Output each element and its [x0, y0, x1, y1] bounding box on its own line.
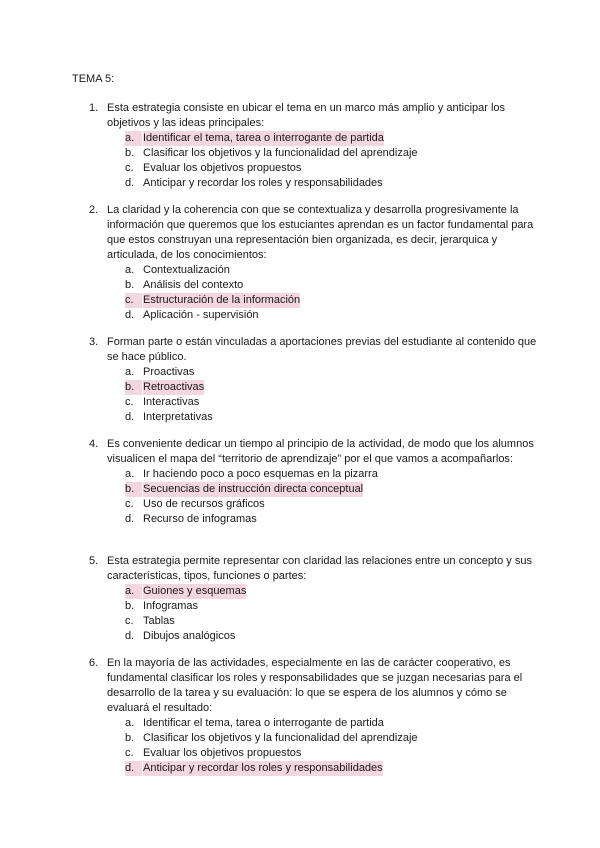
question-6 [89, 656, 539, 776]
option-c [89, 746, 539, 761]
option-text: Secuencias de instrucción directa conceptual [143, 483, 364, 495]
option-list [89, 131, 539, 191]
option-text: Aplicación - supervisión [143, 309, 259, 321]
option-letter: d. [125, 630, 135, 642]
option-d [89, 512, 539, 527]
option-a [89, 716, 539, 731]
option-letter: c. [125, 293, 142, 308]
option-letter: a. [125, 584, 142, 599]
option-text: Evaluar los objetivos propuestos [143, 162, 302, 174]
option-letter: d. [125, 177, 135, 189]
option-b [89, 599, 539, 614]
option-letter: a. [125, 366, 135, 378]
option-text: Contextualización [143, 264, 230, 276]
option-letter: d. [125, 761, 142, 776]
option-letter: d. [125, 309, 135, 321]
question-number: 2. [89, 204, 99, 216]
question-text: Forman parte o están vinculadas a aportaciones previas del estudiante al contenido que se hace público. [107, 336, 537, 363]
option-b [89, 146, 539, 161]
option-list [89, 365, 539, 425]
option-letter: b. [125, 732, 135, 744]
option-text: Evaluar los objetivos propuestos [143, 747, 302, 759]
option-text: Identificar el tema, tarea o interrogante de partida [143, 717, 384, 729]
option-text: Recurso de infogramas [143, 513, 257, 525]
option-d [89, 308, 539, 323]
option-letter: a. [125, 131, 142, 146]
option-c [89, 497, 539, 512]
option-letter: b. [125, 147, 135, 159]
option-text: Retroactivas [143, 381, 205, 393]
option-a [89, 263, 539, 278]
option-letter: c. [125, 396, 134, 408]
option-text: Proactivas [143, 366, 195, 378]
option-letter: c. [125, 615, 134, 627]
option-text: Estructuración de la información [143, 294, 301, 306]
option-letter: a. [125, 717, 135, 729]
option-text: Dibujos analógicos [143, 630, 236, 642]
question-text: Esta estrategia consiste en ubicar el tema en un marco más amplio y anticipar los objetivos y las ideas principales: [107, 102, 506, 129]
option-d [89, 629, 539, 644]
option-letter: c. [125, 498, 134, 510]
option-a [89, 131, 539, 146]
option-letter: d. [125, 411, 135, 423]
question-number: 1. [89, 102, 99, 114]
option-b [89, 278, 539, 293]
option-c [89, 614, 539, 629]
question-number: 3. [89, 336, 99, 348]
option-text: Uso de recursos gráficos [143, 498, 265, 510]
option-letter: c. [125, 162, 134, 174]
option-text: Interactivas [143, 396, 200, 408]
option-a [89, 365, 539, 380]
question-5 [89, 554, 539, 644]
option-letter: c. [125, 747, 134, 759]
option-letter: b. [125, 279, 135, 291]
question-number: 4. [89, 438, 99, 450]
question-number: 5. [89, 555, 99, 567]
option-text: Guiones y esquemas [143, 585, 247, 597]
question-4 [89, 437, 539, 527]
option-text: Infogramas [143, 600, 199, 612]
option-letter: a. [125, 468, 135, 480]
option-text: Identificar el tema, tarea o interrogante de partida [143, 132, 384, 144]
question-2 [89, 203, 539, 323]
option-d [89, 176, 539, 191]
option-b [89, 482, 539, 497]
question-text: En la mayoría de las actividades, especialmente en las de carácter cooperativo, es fundamental clasificar los roles y responsabilidades que se juzgan necesarias para el desarrollo de la tarea y su evaluación: lo que se espera de los alumnos y cómo se evaluará el resultado: [107, 657, 523, 714]
option-list [89, 263, 539, 323]
option-list [89, 584, 539, 644]
option-c [89, 395, 539, 410]
question-text: Es conveniente dedicar un tiempo al principio de la actividad, de modo que los alumnos visualicen el mapa del “territorio de aprendizaje” por el que vamos a acompañarlos: [107, 438, 534, 465]
option-list [89, 716, 539, 776]
option-c [89, 293, 539, 308]
option-letter: b. [125, 600, 135, 612]
option-text: Tablas [143, 615, 175, 627]
option-c [89, 161, 539, 176]
option-text: Ir haciendo poco a poco esquemas en la pizarra [143, 468, 378, 480]
question-1 [89, 101, 539, 191]
option-b [89, 731, 539, 746]
question-number: 6. [89, 657, 99, 669]
option-text: Análisis del contexto [143, 279, 244, 291]
option-a [89, 467, 539, 482]
option-list [89, 467, 539, 527]
question-text: Esta estrategia permite representar con claridad las relaciones entre un concepto y sus características, tipos, funciones o partes: [107, 555, 532, 582]
option-text: Clasificar los objetivos y la funcionalidad del aprendizaje [143, 147, 418, 159]
question-text: La claridad y la coherencia con que se contextualiza y desarrolla progresivamente la información que queremos que los estuciantes aprendan es un factor fundamental para que estos construyan una representación bien organizada, es decir, jerarquica y articulada, de los conocimientos: [107, 204, 534, 261]
option-text: Clasificar los objetivos y la funcionalidad del aprendizaje [143, 732, 418, 744]
option-text: Anticipar y recordar los roles y responsabilidades [143, 762, 383, 774]
option-d [89, 410, 539, 425]
page-title: TEMA 5: [72, 73, 115, 85]
option-letter: d. [125, 513, 135, 525]
option-text: Anticipar y recordar los roles y responsabilidades [143, 177, 383, 189]
option-b [89, 380, 539, 395]
option-letter: b. [125, 482, 142, 497]
option-letter: b. [125, 380, 142, 395]
question-3 [89, 335, 539, 425]
option-text: Interpretativas [143, 411, 213, 423]
option-letter: a. [125, 264, 135, 276]
option-a [89, 584, 539, 599]
option-d [89, 761, 539, 776]
